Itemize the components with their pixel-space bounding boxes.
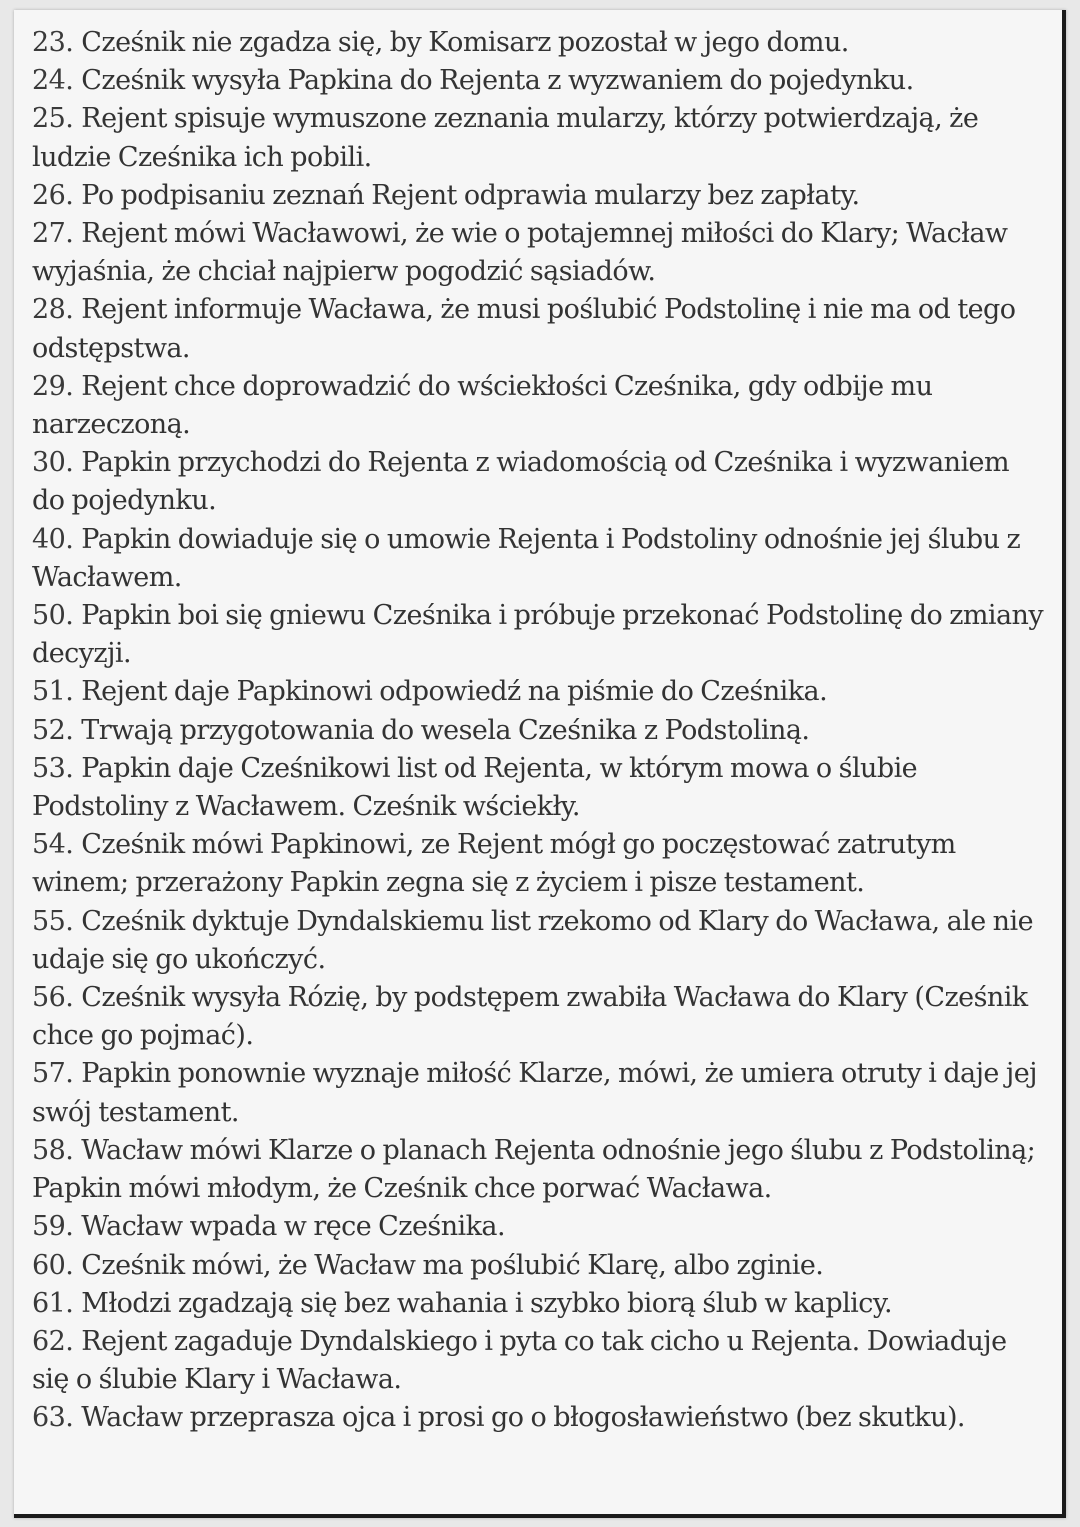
item-number: 60. <box>32 1249 74 1281</box>
item-text: Rejent daje Papkinowi odpowiedź na piśmie do Cześnika. <box>81 676 828 708</box>
list-item <box>32 1055 1044 1131</box>
item-number: 30. <box>32 447 74 479</box>
list-item <box>32 1323 1044 1399</box>
list-item <box>32 1247 1044 1285</box>
item-text: Cześnik dyktuje Dyndalskiemu list rzekomo od Klary do Wacława, ale nie udaje się go ukończyć. <box>32 905 1034 975</box>
list-item <box>32 1399 1044 1437</box>
item-number: 62. <box>32 1325 74 1357</box>
item-number: 24. <box>32 65 74 97</box>
item-text: Wacław wpada w ręce Cześnika. <box>81 1211 506 1243</box>
list-item <box>32 826 1044 902</box>
item-number: 23. <box>32 27 74 58</box>
item-number: 40. <box>32 523 74 555</box>
list-item <box>32 1285 1044 1323</box>
item-text: Rejent zagaduje Dyndalskiego i pyta co tak cicho u Rejenta. Dowiaduje się o ślubie Klary i Wacława. <box>32 1325 1007 1396</box>
item-text: Cześnik nie zgadza się, by Komisarz pozostał w jego domu. <box>81 27 849 58</box>
item-number: 56. <box>32 982 74 1014</box>
item-number: 27. <box>32 218 74 250</box>
item-number: 25. <box>32 103 74 135</box>
list-item <box>32 291 1044 367</box>
item-text: Papkin przychodzi do Rejenta z wiadomością od Cześnika i wyzwaniem do pojedynku. <box>32 447 1010 517</box>
list-item <box>32 597 1044 673</box>
item-text: Rejent informuje Wacława, że musi poślubić Podstolinę i nie ma od tego odstępstwa. <box>32 294 1016 364</box>
item-number: 57. <box>32 1058 74 1090</box>
item-number: 28. <box>32 294 74 326</box>
item-text: Rejent mówi Wacławowi, że wie o potajemnej miłości do Klary; Wacław wyjaśnia, że chciał najpierw pogodzić sąsiadów. <box>32 218 1008 288</box>
list-item <box>32 100 1044 176</box>
item-text: Papkin boi się gniewu Cześnika i próbuje przekonać Podstolinę do zmiany decyzji. <box>32 600 1044 670</box>
item-text: Rejent spisuje wymuszone zeznania mularzy, którzy potwierdzają, że ludzie Cześnika ich pobili. <box>32 103 979 173</box>
item-number: 61. <box>32 1287 74 1319</box>
item-text: Papkin dowiaduje się o umowie Rejenta i Podstoliny odnośnie jej ślubu z Wacławem. <box>32 523 1021 593</box>
list-item <box>32 673 1044 711</box>
item-number: 29. <box>32 370 74 402</box>
list-item <box>32 712 1044 750</box>
item-number: 52. <box>32 714 74 746</box>
list-item <box>32 521 1044 597</box>
list-item <box>32 979 1044 1055</box>
item-text: Trwają przygotowania do wesela Cześnika z Podstoliną. <box>81 714 810 746</box>
list-item <box>32 368 1044 444</box>
item-text: Cześnik mówi, że Wacław ma poślubić Klarę, albo zginie. <box>81 1249 824 1281</box>
item-number: 54. <box>32 829 74 861</box>
list-item <box>32 750 1044 826</box>
item-text: Papkin daje Cześnikowi list od Rejenta, w którym mowa o ślubie Podstoliny z Wacławem. Cześnik wściekły. <box>32 752 918 823</box>
list-item <box>32 24 1044 62</box>
item-text: Wacław mówi Klarze o planach Rejenta odnośnie jego ślubu z Podstoliną; Papkin mówi młodym, że Cześnik chce porwać Wacława. <box>32 1134 1036 1205</box>
item-number: 55. <box>32 905 74 937</box>
item-number: 58. <box>32 1134 74 1166</box>
item-number: 59. <box>32 1211 74 1243</box>
item-text: Młodzi zgadzają się bez wahania i szybko biorą ślub w kaplicy. <box>81 1287 892 1319</box>
list-item <box>32 903 1044 979</box>
item-text: Papkin ponownie wyznaje miłość Klarze, mówi, że umiera otruty i daje jej swój testament. <box>32 1058 1037 1128</box>
item-text: Cześnik wysyła Rózię, by podstępem zwabiła Wacława do Klary (Cześnik chce go pojmać). <box>32 982 1028 1052</box>
item-text: Po podpisaniu zeznań Rejent odprawia mularzy bez zapłaty. <box>81 179 860 211</box>
list-item <box>32 1132 1044 1208</box>
item-text: Rejent chce doprowadzić do wściekłości Cześnika, gdy odbije mu narzeczoną. <box>32 370 933 441</box>
list-item <box>32 215 1044 291</box>
item-number: 26. <box>32 179 74 211</box>
list-item <box>32 444 1044 520</box>
document-page <box>14 10 1066 1518</box>
item-text: Cześnik wysyła Papkina do Rejenta z wyzwaniem do pojedynku. <box>81 65 914 97</box>
item-number: 63. <box>32 1402 74 1434</box>
event-list <box>32 24 1044 1438</box>
item-number: 51. <box>32 676 74 708</box>
list-item <box>32 62 1044 100</box>
list-item <box>32 177 1044 215</box>
item-number: 53. <box>32 752 74 784</box>
item-text: Cześnik mówi Papkinowi, ze Rejent mógł go poczęstować zatrutym winem; przerażony Papkin zegna się z życiem i pisze testament. <box>32 829 956 899</box>
list-item <box>32 1208 1044 1246</box>
item-number: 50. <box>32 600 74 632</box>
item-text: Wacław przeprasza ojca i prosi go o błogosławieństwo (bez skutku). <box>81 1402 965 1434</box>
